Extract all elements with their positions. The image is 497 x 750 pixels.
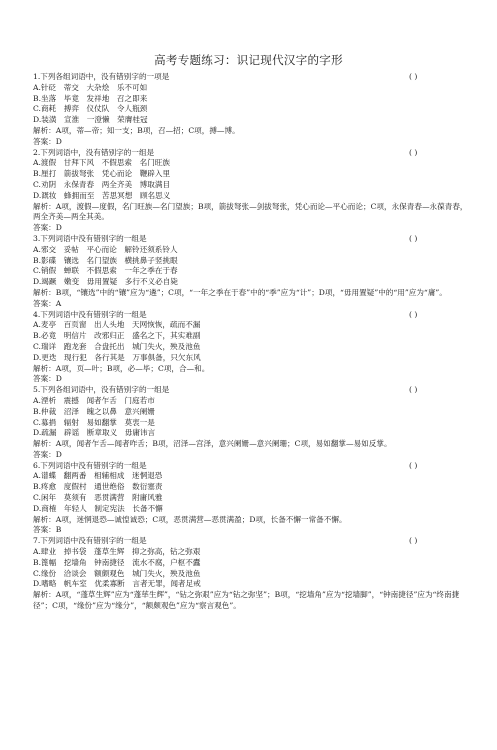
option-b: B.仲裁 沼泽 魄之以鼻 意兴阑姗 (33, 406, 155, 416)
answer-bracket: ( ) (409, 309, 418, 319)
question-item (33, 385, 473, 461)
question-stem: 5.下列各组词语中，没有错别字的一组是 (33, 385, 170, 395)
question-stem: 3.下列词语中没有错别字的一组是 (33, 233, 147, 243)
option-a: A.邪交 妥帖 平心而论 解铃还须系铃人 (33, 244, 178, 254)
question-item (33, 461, 473, 537)
explanation: 解析：A项，蒂—帝；知一支；B项，召—招；C项，搏—博。 (33, 125, 240, 135)
option-d: D.更迭 现行犯 各行其是 万事俱备，只欠东风 (33, 352, 201, 362)
option-d: D.竭蹶 嫩变 毋用置疑 多行不义必自毙 (33, 277, 178, 287)
question-item (33, 536, 473, 612)
question-stem: 2.下列词语中，没有错别字的一组是 (33, 147, 155, 157)
option-c: C.募捐 辐射 易如翻掌 莫衷一是 (33, 417, 155, 427)
option-a: A.渡假 甘拜下风 不假思索 名门旺族 (33, 158, 170, 168)
option-d: D.疏漏 辟谣 断章取义 毋庸讳言 (33, 428, 156, 438)
option-b: B.坐落 毕竟 发祥地 召之即来 (33, 93, 148, 103)
option-b: B.篦幅 挖墙角 钟南捷径 流水不腐，户枢不蠹 (33, 557, 201, 567)
option-a: A.谱蝶 翻两番 相辅相成 迷惘退恐 (33, 471, 163, 481)
answer-bracket: ( ) (409, 233, 418, 243)
explanation: 解析：A项，闻者乍舌—闻者咋舌；B项，沼泽—宫泽，意兴阑姗—意兴阑珊；C项，易如翻掌—易如反掌。 (33, 439, 392, 449)
option-d: D.嗜略 帆车室 优柔寡断 言者无罪，闻者足戒 (33, 579, 201, 589)
option-c: C.缘份 洽谈会 额颇观色 城门失火，殃及池鱼 (33, 568, 201, 578)
question-item (33, 148, 473, 234)
question-stem: 7.下列词语中没有错别字的一组是 (33, 536, 147, 546)
answer-bracket: ( ) (409, 460, 418, 470)
explanation: 解析：B项，“镶选”中的“镶”应为“遴”；C项，“一年之季在于春”中的“季”应为“计”；D项，“毋用置疑”中的“用”应为“庸”。 (33, 287, 447, 297)
option-b: B.厘打 箭拔弩张 凭心而论 鞭辟入里 (33, 169, 171, 179)
option-c: C.劝阴 永保青春 两全齐美 博取满目 (33, 179, 171, 189)
option-c: C.闲年 莫须有 恶贯满营 附庸风雅 (33, 493, 163, 503)
question-stem: 4.下列词语中没有错别字的一组是 (33, 309, 147, 319)
option-a: A.湮析 震撼 闻者乍舌 门庭若市 (33, 395, 155, 405)
question-item (33, 310, 473, 386)
option-d: D.溉妆 蜂拥而至 苦思冥想 顾名思义 (33, 190, 171, 200)
option-d: D.商榷 年轻人 制定宪法 长备不懈 (33, 503, 163, 513)
option-d: D.装潢 宣淮 一澄懒 荣膺桂冠 (33, 115, 148, 125)
question-item (33, 72, 473, 148)
answer-bracket: ( ) (409, 72, 418, 81)
answer: 答案：D (33, 223, 62, 233)
answer: 答案：D (33, 449, 62, 459)
option-b: B.疼愈 度假村 通世绝俗 数衍塞责 (33, 482, 163, 492)
explanation: 解析：A项，渡假—度假，名门旺族—名门望族；B项，箭拔弩张—剑拔弩张，凭心而论—平心而论；C项，永保青春—永葆青春，两全齐美—两全其美。 (33, 201, 468, 222)
answer-bracket: ( ) (409, 536, 418, 546)
option-a: A.针砭 蒂交 大杂烩 乐不可如 (33, 82, 148, 92)
option-b: B.影碟 镶选 名门望族 横挑鼻子竖挑眼 (33, 255, 178, 265)
option-c: C.商耗 搏弈 仪仗队 令人瓶颈 (33, 104, 148, 114)
answer: 答案：B (33, 525, 62, 535)
answer: 答案：D (33, 136, 62, 146)
answer-bracket: ( ) (409, 385, 418, 395)
option-c: C.销假 蝉联 不假思索 一年之季在于春 (33, 266, 178, 276)
question-stem: 6.下列词语中没有错别字的一组是 (33, 460, 147, 470)
explanation: 解析：A项，“蓬草生辉”应为“蓬荜生辉”，“钻之弥艰”应为“钻之弥坚”；B项，“挖墙角”应为“挖墙脚”，“钟南捷径”应为“终南捷径”；C项，“缘份”应为“缘分”，“额颇观色”应为“察言观色”。 (33, 590, 460, 611)
answer: 答案：D (33, 374, 62, 384)
explanation: 解析：A项，迷惘退恐—诚惶诚恐；C项，恶贯满营—恶贯满盈；D项，长备不懈一常备不懈。 (33, 514, 347, 524)
answer-bracket: ( ) (409, 147, 418, 157)
option-a: A.肆业 掉书袋 蓬草生辉 抑之弥高，钻之弥艰 (33, 547, 201, 557)
answer: 答案：A (33, 298, 62, 308)
option-a: A.麦亭 百页窗 出人头地 天网恢恢，疏而不漏 (33, 320, 201, 330)
page-title: 高考专题练习：识记现代汉字的字形 (154, 53, 343, 67)
question-list (33, 72, 473, 612)
option-c: C.瑞详 跑龙套 合盘托出 城门失火，殃及池鱼 (33, 341, 201, 351)
question-stem: 1.下列各组词语中，没有错别字的一项是 (33, 72, 170, 81)
question-item (33, 234, 473, 310)
option-b: B.必竟 明信片 改邪归正 盛名之下，其实难副 (33, 331, 201, 341)
explanation: 解析：A项，页—叶；B项，必—毕；C项，合—和。 (33, 363, 210, 373)
